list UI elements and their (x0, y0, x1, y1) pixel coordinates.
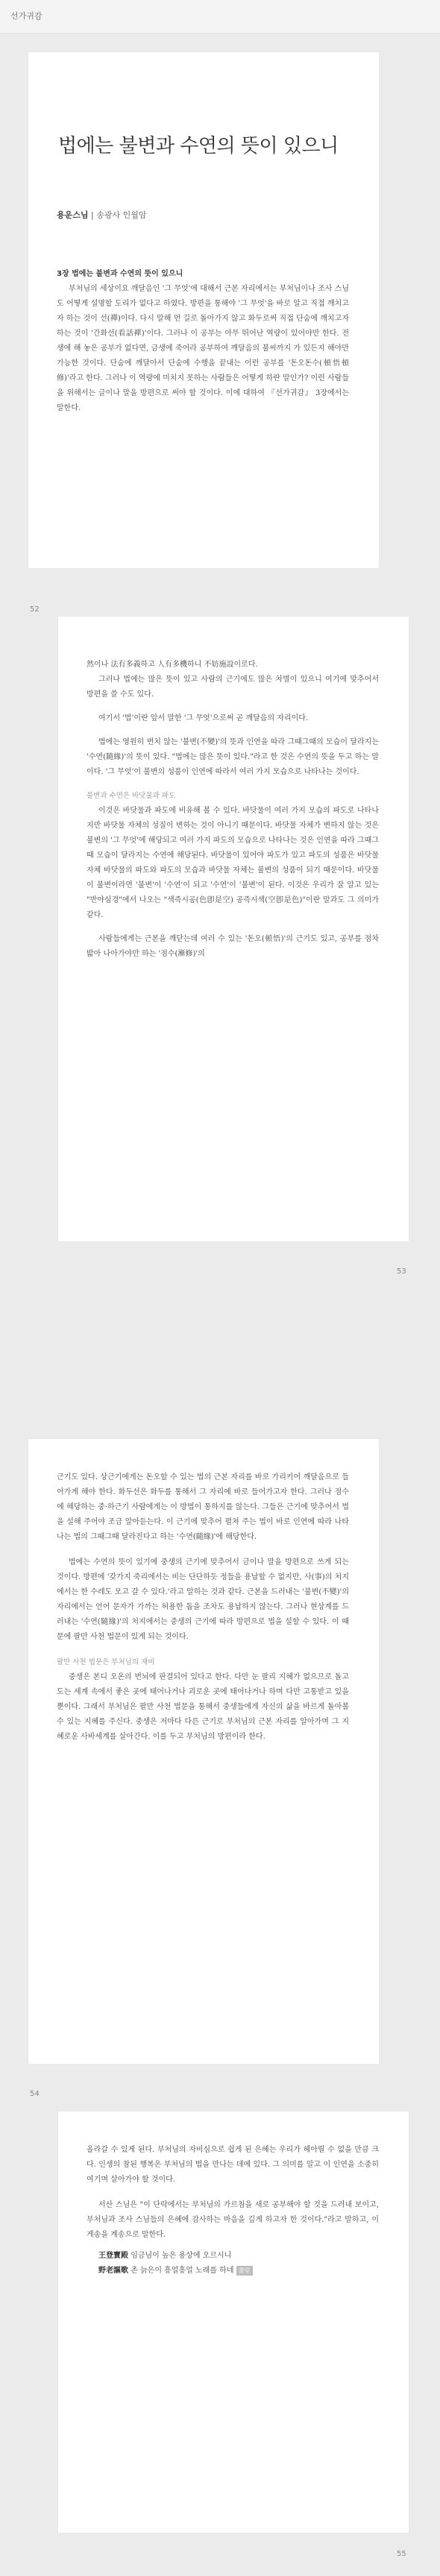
author-role: 송광사 인월암 (96, 210, 147, 220)
section-title: 3장 법에는 불변과 수연의 뜻이 있으니 (57, 270, 183, 278)
paragraph: 사람들에게는 근본을 깨닫는데 여러 수 있는 '돈오(頓悟)'의 근기도 있고, 공부를 점차 밟아 나아가야만 하는 '점수(漸修)'의 (87, 935, 379, 958)
top-bar (0, 0, 440, 34)
brand-label: 선가귀감 (10, 11, 43, 21)
paragraph: 여기서 '법'이란 앞서 말한 '그 무엇'으로써 곧 깨달음의 자리이다. (98, 714, 309, 722)
paragraph: 그러나 법에는 많은 뜻이 있고 사람의 근기에도 많은 차별이 있으니 여기에 맞추어서 방편을 쓸 수도 있다. (87, 676, 379, 699)
page-1-body (57, 267, 349, 416)
seal-stamp: 書堂 (236, 2266, 253, 2276)
page-4 (58, 2111, 409, 2533)
page-number: 53 (397, 1267, 406, 1276)
verse-line (87, 2249, 379, 2264)
page-3 (28, 1439, 379, 2064)
paragraph: 중생은 본디 오온의 번뇌에 판결되어 있다고 한다. 다만 눈 팔리 지혜가 없으므로 돌고 도는 세계 속에서 좋은 곳에 태어나거나 괴로운 곳에 태어나거나 하며 다만 고통받고 있을 뿐이다. 그래서 부처님은 팔만 사천 법문을 통해서 중생들에게 자신의 삶을 바르게 돌아볼 수 있는 지혜를 주신다. 중생은 저마다 다른 근기로 부처님의 근본 자리를 알아가며 그 지혜로운 사바세계를 살아간다. 이를 두고 부처님의 방편이라 한다. (57, 1673, 349, 1741)
paragraph: 올라갈 수 있게 된다. 부처님의 자비심으로 쉽게 된 은혜는 우리가 헤아릴 수 없을 만큼 크다. 인생의 참된 행복은 부처님의 법을 만나는 데에 있다. 그 의미를 알고 이 인연을 소중히 여기며 살아가야 할 것이다. (87, 2146, 379, 2184)
author-name: 용운스님 (57, 210, 89, 220)
page-2 (58, 617, 409, 1241)
page-number: 54 (30, 2090, 40, 2098)
page-4-body (87, 2143, 379, 2279)
paragraph: 근기도 있다. 상근기에게는 돈오할 수 있는 법의 근본 자리를 바로 가리키어 깨달음으로 들어가게 해야 한다. 화두선은 화두를 통해서 그 자리에 바로 들어가고자 한다. 그러나 점수에 해당하는 중·하근기 사람에게는 이 방법이 통하지를 않는다. 그들은 근기에 맞추어서 법을 설해 주어야 조금 알아듣는다. 이 근기에 맞추어 펼쳐 주는 법이 바로 인연에 따라 나타나는 법의 그때그때 달라진다고 하는 '수연(隨緣)'에 해당한다. (57, 1473, 349, 1541)
paragraph: 법에는 수연의 뜻이 있기에 중생의 근기에 맞추어서 금이나 말을 방편으로 쓰게 되는 것이다. 방편에 '갖가지 죽리에서는 비는 단단하듯 정들을 용납할 수 없지만, 사(事)의 처지에서는 한 수레도 모고 갈 수 있다.'라고 말하는 것과 같다. 근본을 드러내는 '불변(不變)'의 자리에서는 언어 문자가 가까는 허용한 돕을 조차도 용납하지 않는다. 그러나 현상계를 드러내는 '수연(隨緣)'의 처지에서는 중생의 근기에 따라 방편으로 법을 설할 수 있다. 이 때문에 팔만 사천 법문이 있게 되는 것이다. (57, 1558, 349, 1641)
page-3-body (57, 1470, 349, 1745)
verse-text: 촌 늙은이 흥얼흥얼 노래를 하네 (131, 2267, 234, 2275)
paragraph: 서산 스님은 "이 단락에서는 부처님의 가르침을 새로 공부해야 할 것을 드러내 보이고, 부처님과 조사 스님들의 은혜에 감사하는 마음을 깊게 하고자 한 것이다."라고 말하고, 이 게송을 계송으로 말한다. (87, 2201, 379, 2239)
subheading: 팔만 사천 법문은 부처님의 재비 (57, 1658, 155, 1666)
verse-text: 임금님이 높은 용상에 오르시니 (131, 2252, 232, 2260)
verse-head: 野老謳歌 (98, 2267, 128, 2275)
paragraph: 부처님의 세상이요 깨달음인 '그 무엇'에 대해서 근본 자리에서는 부처님이나 조사 스님도 어떻게 설명할 도리가 없다고 하였다. 방편을 통해야 '그 무엇'을 바로 알고 직접 깨치고자 하는 것이 선(禪)이다. 다시 말해 먼 길로 돌아가지 않고 화두로써 직접 단숨에 깨치고자 하는 것이 '간화선(看話禪)'이다. 그러나 이 공부는 아무 뛰어난 역량이 있어야만 한다. 전생에 해 놓은 공부가 없다면, 금생에 죽어라 공부하여 깨달음의 불씨까지 가 있든지 해야만 가능한 것이다. 단숨에 깨달아서 단숨에 수행을 끝내는 이런 공부를 '돈오돈수(頓悟頓修)'라고 한다. 그러나 이 역량에 미치지 못하는 사람들은 어떻게 하란 말인가? 이런 사람들을 위해서는 글이나 말을 방편으로 써야 할 것이다. 이에 대하여 『선가귀감』 3장에서는 말한다. (57, 285, 349, 412)
paragraph: 이것은 바닷물과 파도에 비유해 볼 수 있다. 바닷물이 여러 가지 모습의 파도로 나타나지만 바닷물 자체의 성질이 변하는 것이 아니기 때문이다. 바닷물 자체가 변하지 않는 것은 불변의 '그 무엇'에 해당되고 여러 가지 파도의 모습으로 나타나는 것은 인연을 따라 그때그때 모습이 달라지는 수연에 해당된다. 바닷물이 있어야 파도가 있고 파도의 성품은 바닷물 자체 바닷물의 파도와 파도의 모습과 바닷물 자체는 불변의 성품이 되기 때문이다. 바닷물이 불변이라면 '불변'이 '수연'이 되고 '수연'이 '불변'이 된다. 이것은 우리가 잘 알고 있는 "반야심경"에서 나오는 "색즉시공(色卽是空) 공즉시색(空卽是色)"이란 말과도 그 의미가 같다. (87, 807, 379, 919)
page-title: 법에는 불변과 수연의 뜻이 있으니 (58, 135, 339, 157)
verse-original: 然이나 法有多義하고 人有多機하니 不妨施設이로다. (87, 661, 258, 669)
subheading: 불변과 수연은 바닷물과 파도 (87, 792, 176, 800)
page-number: 55 (397, 2550, 406, 2558)
byline-separator: | (88, 210, 97, 220)
page-2-body (87, 658, 379, 962)
page-number: 52 (30, 605, 40, 614)
page-1 (28, 52, 379, 568)
verse-line (87, 2264, 379, 2279)
verse-head: 王登寶殿 (98, 2252, 128, 2260)
byline (57, 209, 146, 221)
paragraph: 법에는 영원히 변치 않는 '불변(不變)'의 뜻과 인연을 따라 그때그때의 모습이 달라지는 '수연(隨緣)'의 뜻이 있다. "법에는 많은 뜻이 있다."라고 한 것은 수연의 뜻을 두고 하는 말이다. '그 무엇'이 불변의 성품이 인연에 따라서 여러 가지 모습으로 나타나는 것이다. (87, 738, 379, 776)
